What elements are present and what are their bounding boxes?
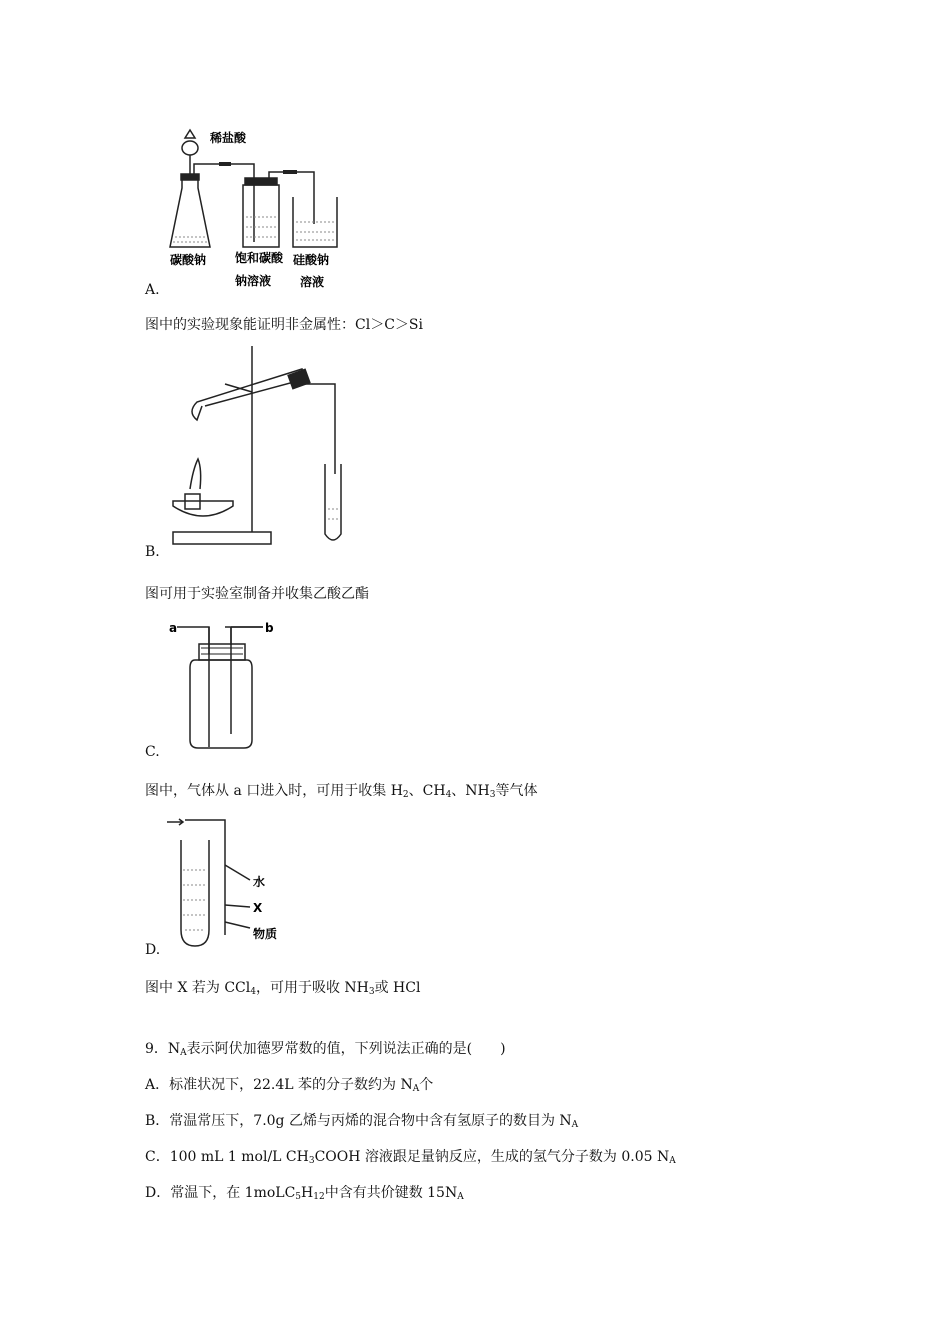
option-b-text: 图可用于实验室制备并收集乙酸乙酯 [145,586,369,602]
option-c-letter: C. [145,744,160,760]
label-sil1: 硅酸钠 [293,253,330,267]
figure-c-apparatus [165,614,285,754]
figure-d-apparatus [165,810,295,950]
option-d-text: 图中 X 若为 CCl$_4$，可用于吸收 $NH_3$或 HCl [145,980,421,997]
label-x: X [253,901,263,915]
option-b-letter: B. [145,544,160,560]
label-port-a: a [169,621,178,635]
figure-a-apparatus [165,122,355,297]
option-a-letter: A. [145,282,160,298]
option-d-letter: D. [145,942,161,958]
option-a-text: 图中的实验现象能证明非金属性：Cl＞C＞Si [145,317,423,333]
label-material: 物质 [253,927,278,941]
option-c-text: 图中，气体从 a 口进入时，可用于收集 $H_2$、$CH_4$、$NH_3$等气体 [145,783,538,800]
label-sil2: 溶液 [300,275,325,289]
label-water: 水 [253,875,266,889]
q9-option-a: A．标准状况下，22.4L 苯的分子数约为 $N_A$个 [145,1077,434,1094]
label-hcl: 稀盐酸 [210,131,247,145]
q9-option-b: B．常温常压下，7.0g 乙烯与丙烯的混合物中含有氢原子的数目为 $N_A$ [145,1113,579,1130]
label-na2co3: 碳酸钠 [170,253,207,267]
q9-stem: 9．$N_A$表示阿伏加德罗常数的值，下列说法正确的是( ) [145,1041,506,1058]
figure-b-apparatus [165,344,365,549]
q9-option-c: C．100 mL 1 mol/L $CH_3COOH$ 溶液跟足量钠反应，生成的氢气分子数为 0.05 $N_A$ [145,1149,676,1166]
label-port-b: b [265,621,274,635]
q9-option-d: D．常温下，在 $1moLC_5H_{12}$中含有共价键数 $15N_A$ [145,1185,464,1202]
label-sat2: 钠溶液 [235,274,272,288]
label-sat1: 饱和碳酸 [235,251,284,265]
